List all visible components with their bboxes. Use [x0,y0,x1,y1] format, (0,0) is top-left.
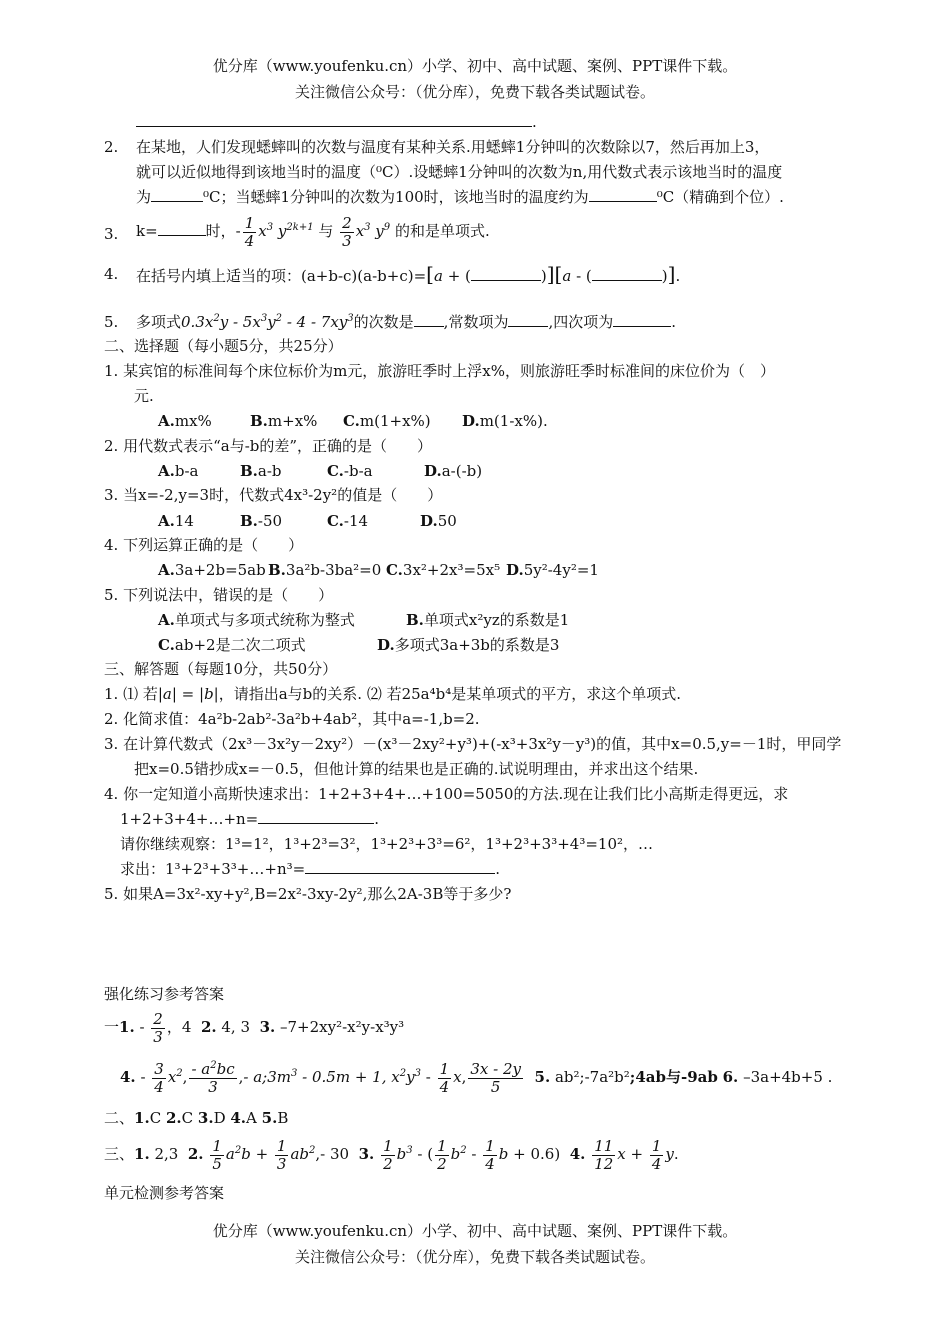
choice-q3-opt-d: D.50 [420,512,457,530]
choice-q5-opt-d: D.多项式3a+3b的系数是3 [377,636,560,654]
answers-row-1: 一1. - $\frac{2}{3}$ ，4 2. 4, 3 3. –7+2xy²-x²y-x³y³ [104,1009,405,1046]
answers-row-4: 三、1. 2,3 2. $\frac{1}{5}$ $a^2b$ + $\frac{1}{3}$ $ab^2,-$ 30 3. $\frac{1}{2}$ $b^3$ - ( $\frac{1}{2}$ $b^2$ - $\frac{1}{4}$ b + 0.6) 4. $\frac{11}{12}$ x + $\frac{1}{4}$ y. [104,1136,679,1173]
choice-q3-opt-b: B.-50 [240,512,283,530]
choice-q1-opt-b: B.m+x% [250,412,318,430]
solve-q3-line-1: 3. 在计算代数式（2x³－3x²y－2xy²）－(x³－2xy²+y³)+(-x³+3x²y－y³)的值，其中x=0.5,y=－1时，甲同学 [104,735,842,753]
choice-q1-opt-d: D.m(1-x%). [462,412,548,430]
header-line-2: 关注微信公众号：（优分库），免费下载各类试题试卷。 [294,83,655,101]
solve-q4-line-4: 求出：1³+2³+3³+…+n³= . [120,860,500,878]
fill-q4: 在括号内填上适当的项：(a+b-c)(a-b+c)=[a + ( )][a - ( )]. [136,262,681,286]
answers-row-2: 4. - $\frac{3}{4}$ $x^2$, $\frac{- a^2bc}{3}$ ,- $a;3m^3 - 0.5m + 1$, $x^2y^3$ - $\frac{1}{4}$ x, $\frac{3x - 2y}{5}$ 5. ab²;-7a²b²;4ab与-9ab 6. –3a+4b+5 . [120,1059,833,1096]
fill-q3: k= 时，- $\frac{1}{4}$ $x^3$ $y^{2k+1}$ 与 $\frac{2}{3}$ $x^3$ $y^9$ 的和是单项式. [136,213,490,250]
choice-heading: 二、选择题（每小题5分，共25分） [104,337,343,355]
choice-q2-opt-c: C.-b-a [327,462,373,480]
footer-line-1: 优分库（www.youfenku.cn）小学、初中、高中试题、案例、PPT课件下载。 [212,1222,738,1240]
choice-q3-opt-a: A.14 [158,512,194,530]
fill-q4-number: 4. [104,265,119,283]
choice-q5-stem: 5. 下列说法中，错误的是（ ） [104,586,334,604]
choice-q2-opt-b: B.a-b [240,462,282,480]
choice-q4-opt-d: D.5y²-4y²=1 [506,561,599,579]
choice-q5-opt-c: C.ab+2是二次二项式 [158,636,306,654]
answers-row-3: 二、1.C 2.C 3.D 4.A 5.B [104,1109,289,1127]
fill-q2-l3a: 为 [136,188,152,206]
choice-q4-stem: 4. 下列运算正确的是（ ） [104,536,304,554]
choice-q2-stem: 2. 用代数式表示“a与-b的差”，正确的是（ ） [104,437,433,455]
choice-q3-stem: 3. 当x=-2,y=3时，代数式4x³-2y²的值是（ ） [104,486,443,504]
fill-q2-blank-1 [151,187,203,202]
fill-q3-number: 3. [104,225,119,243]
choice-q2-opt-d: D.a-(-b) [424,462,483,480]
choice-q1-cont: 元. [134,387,154,405]
choice-q4-opt-a: A.3a+2b=5ab [158,561,266,579]
solve-q5: 5. 如果A=3x²-xy+y²,B=2x²-3xy-2y²,那么2A-3B等于多少? [104,885,512,903]
unit-answers-title: 单元检测参考答案 [104,1184,225,1202]
choice-q1-opt-c: C.m(1+x%) [343,412,431,430]
solve-q3-line-2: 把x=0.5错抄成x=－0.5，但他计算的结果也是正确的.试说明理由，并求出这个结果. [134,760,699,778]
fill-q2-line-3 [136,187,784,207]
solve-q2: 2. 化简求值：4a²b-2ab²-3a²b+4ab²，其中a=-1,b=2. [104,710,480,728]
choice-q2-opt-a: A.b-a [158,462,199,480]
fill-q2-l3c: ⁰C（精确到个位）. [656,188,784,206]
choice-q5-opt-b: B.单项式x²yz的系数是1 [406,611,570,629]
solve-heading: 三、解答题（每题10分，共50分） [104,660,338,678]
choice-q1-stem: 1. 某宾馆的标准间每个床位标价为m元，旅游旺季时上浮x%，则旅游旺季时标准间的床位价为（ ） [104,362,776,380]
fill-q5-number: 5. [104,313,119,331]
fill-q5: 多项式$0.3x^2y - 5x^3y^2 - 4 - 7xy^3$的次数是 ,常数项为 ,四次项为 . [136,313,677,331]
choice-q5-opt-a: A.单项式与多项式统称为整式 [158,611,355,629]
choice-q4-opt-b: B.3a²b-3ba²=0 [268,561,382,579]
footer-line-2: 关注微信公众号：（优分库），免费下载各类试题试卷。 [294,1248,655,1266]
fill-q2-number: 2. [104,138,119,156]
answers-title: 强化练习参考答案 [104,985,225,1003]
fill-q2-line-1: 在某地，人们发现蟋蟀叫的次数与温度有某种关系.用蟋蟀1分钟叫的次数除以7，然后再加上3， [136,138,770,156]
solve-q4-line-1: 4. 你一定知道小高斯快速求出：1+2+3+4+…+100=5050的方法.现在让我们比小高斯走得更远，求 [104,785,789,803]
solve-q4-line-3: 请你继续观察：1³=1²，1³+2³=3²，1³+2³+3³=6²，1³+2³+3³+4³=10²，… [120,835,654,853]
fill-q2-blank-2 [589,187,657,202]
fill-q2-line-2: 就可以近似地得到该地当时的温度（⁰C）.设蟋蟀1分钟叫的次数为n,用代数式表示该地当时的温度 [136,163,783,181]
header-line-1: 优分库（www.youfenku.cn）小学、初中、高中试题、案例、PPT课件下载。 [212,57,738,75]
choice-q4-opt-c: C.3x²+2x³=5x⁵ [386,561,501,579]
choice-q3-opt-c: C.-14 [327,512,369,530]
fraction-2-3: $\frac{2}{3}$ [342,213,352,250]
fill-q2-l3b: ⁰C；当蟋蟀1分钟叫的次数为100时，该地当时的温度约为 [203,188,589,206]
fraction-1-4: $\frac{1}{4}$ [244,213,255,250]
answer-blank-top: . [136,112,537,132]
choice-q1-opt-a: A.mx% [158,412,212,430]
solve-q4-line-2: 1+2+3+4+…+n= . [120,810,380,828]
solve-q1: 1. ⑴ 若|a| = |b|，请指出a与b的关系. ⑵ 若25a⁴b⁴是某单项式的平方，求这个单项式. [104,685,682,703]
